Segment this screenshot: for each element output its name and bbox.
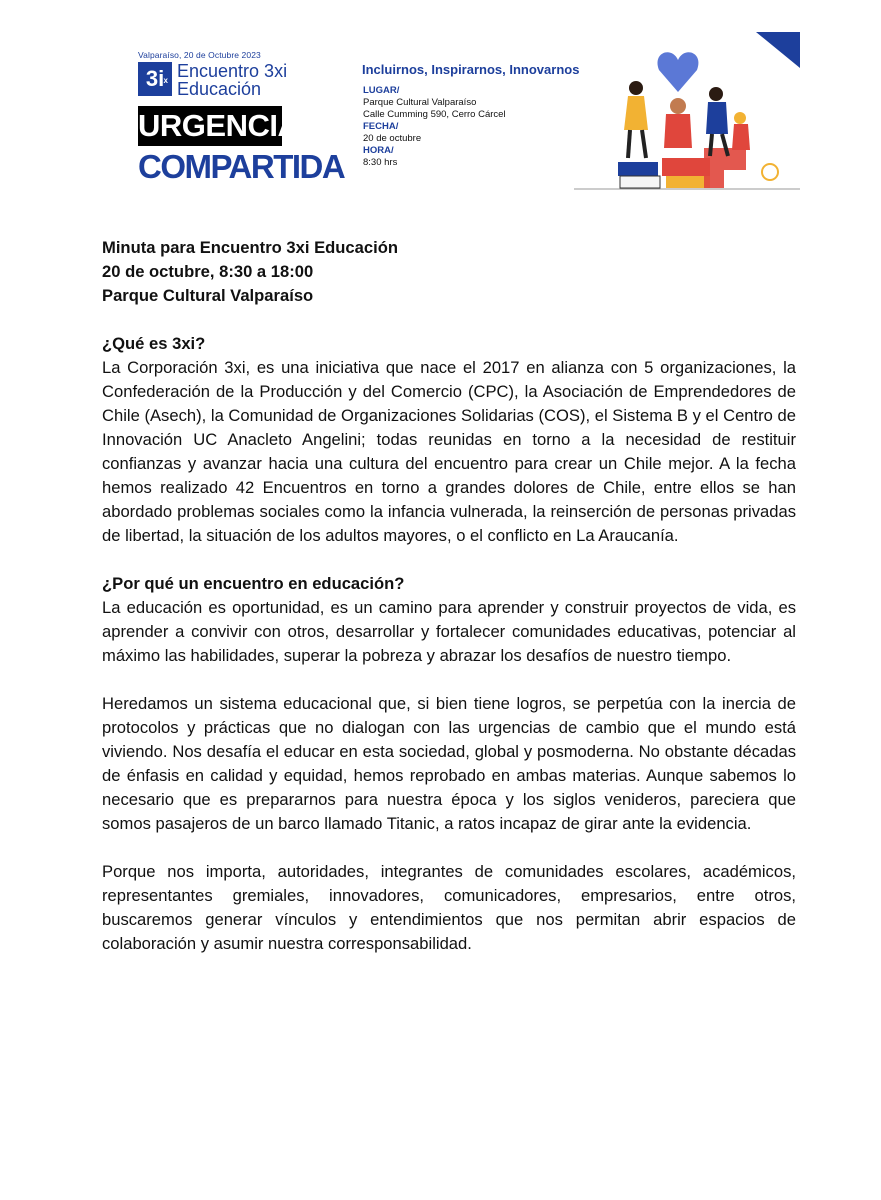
hora-value: 8:30 hrs (363, 157, 398, 168)
lugar-line1: Parque Cultural Valparaíso (363, 97, 477, 108)
block-white (620, 176, 660, 188)
document-body (102, 236, 796, 956)
doc-title-line1: Minuta para Encuentro 3xi Educación (102, 238, 398, 257)
doc-title-line3: Parque Cultural Valparaíso (102, 286, 314, 305)
corner-triangle (756, 32, 800, 68)
figure-body-4 (732, 124, 750, 150)
lugar-label: LUGAR/ (363, 85, 400, 96)
block-red (662, 158, 710, 176)
fecha-label: FECHA/ (363, 121, 399, 132)
figure-leg-1a (628, 130, 630, 158)
paragraph-que-es: La Corporación 3xi, es una iniciativa que nace el 2017 en alianza con 5 organizaciones, la Confederación de la Producción y del Comercio (CPC), la Asociación de Emprendedores de Chile (Asech), la Comunidad de Organizaciones Solidarias (COS), el Sistema B y el Centro de Innovación UC Anacleto Angelini; todas reunidas en torno a la necesidad de restituir confianzas y avanzar hacia una cultura del encuentro para crear un Chile mejor. A la fecha hemos realizado 42 Encuentros en torno a grandes dolores de Chile, entre ellos se han abordado problemas sociales como la infancia vulnerada, la reinserción de personas privadas de libertad, la situación de los adultos mayores, o el conflicto en La Araucanía. (102, 358, 796, 545)
figure-body-2 (664, 114, 692, 148)
figure-leg-3a (710, 134, 712, 156)
figure-head-1 (629, 81, 643, 95)
figure-head-2 (670, 98, 686, 114)
figure-head-3 (709, 87, 723, 101)
headline-compartida: COMPARTIDA (138, 148, 345, 185)
figure-head-4 (734, 112, 746, 124)
badge-i: i (158, 66, 165, 91)
logo-event-date: Valparaíso, 20 de Octubre 2023 (138, 50, 261, 60)
hora-label: HORA/ (363, 145, 394, 156)
fecha-value: 20 de octubre (363, 133, 422, 144)
paragraph-educacion: La educación es oportunidad, es un camino para aprender y construir proyectos de vida, es aprender a convivir con otros, desarrollar y fortalecer comunidades educativas, potenciar al máximo las habilidades, superar la pobreza y abrazar los desafíos de nuestro tiempo. (102, 598, 796, 665)
ball-outline (762, 164, 778, 180)
figure-body-3 (706, 102, 728, 134)
lugar-line2: Calle Cumming 590, Cerro Cárcel (363, 109, 506, 120)
section-heading-por-que: ¿Por qué un encuentro en educación? (102, 574, 405, 593)
logo-title (177, 62, 287, 98)
figure-leg-1b (642, 130, 646, 158)
logo-badge-3xi (138, 62, 172, 96)
doc-title-line2: 20 de octubre, 8:30 a 18:00 (102, 262, 314, 281)
block-yellow (666, 176, 710, 188)
event-info (363, 85, 506, 169)
event-logo (138, 50, 345, 186)
headline-urgencia: URGENCIA (138, 106, 282, 146)
paragraph-heredamos: Heredamos un sistema educacional que, si bien tiene logros, se perpetúa con la inercia de protocolos y prácticas que no dialogan con las urgencias de cambio que el mundo está viviendo. Nos desafía el educar en esta sociedad, global y posmoderna. No obstante décadas de énfasis en calidad y equidad, hemos reprobado en ambas materias. Aunque sabemos lo necesario que es prepararnos para nuestra época y los siglos venideros, pareciera que somos pasajeros de un barco llamado Titanic, a ratos incapaz de girar ante la evidencia. (102, 694, 796, 833)
logo-title-line1: Encuentro 3xi (177, 61, 288, 81)
illustration-people-building-heart (574, 30, 800, 192)
block-blue (618, 162, 658, 176)
badge-sup: x (163, 76, 168, 85)
figure-body-1 (624, 96, 648, 130)
event-slogan: Incluirnos, Inspirarnos, Innovarnos (362, 62, 580, 77)
badge-number: 3 (145, 66, 159, 91)
logo-title-line2: Educación (177, 79, 262, 99)
section-heading-que-es: ¿Qué es 3xi? (102, 334, 206, 353)
paragraph-porque-nos-importa: Porque nos importa, autoridades, integrantes de comunidades escolares, académicos, representantes gremiales, innovadores, comunicadores, empresarios, entre otros, buscaremos generar vínculos y entendimientos que nos permitan abrir espacios de colaboración y asumir nuestra corresponsabilidad. (102, 862, 796, 953)
heart-shape (658, 52, 699, 92)
